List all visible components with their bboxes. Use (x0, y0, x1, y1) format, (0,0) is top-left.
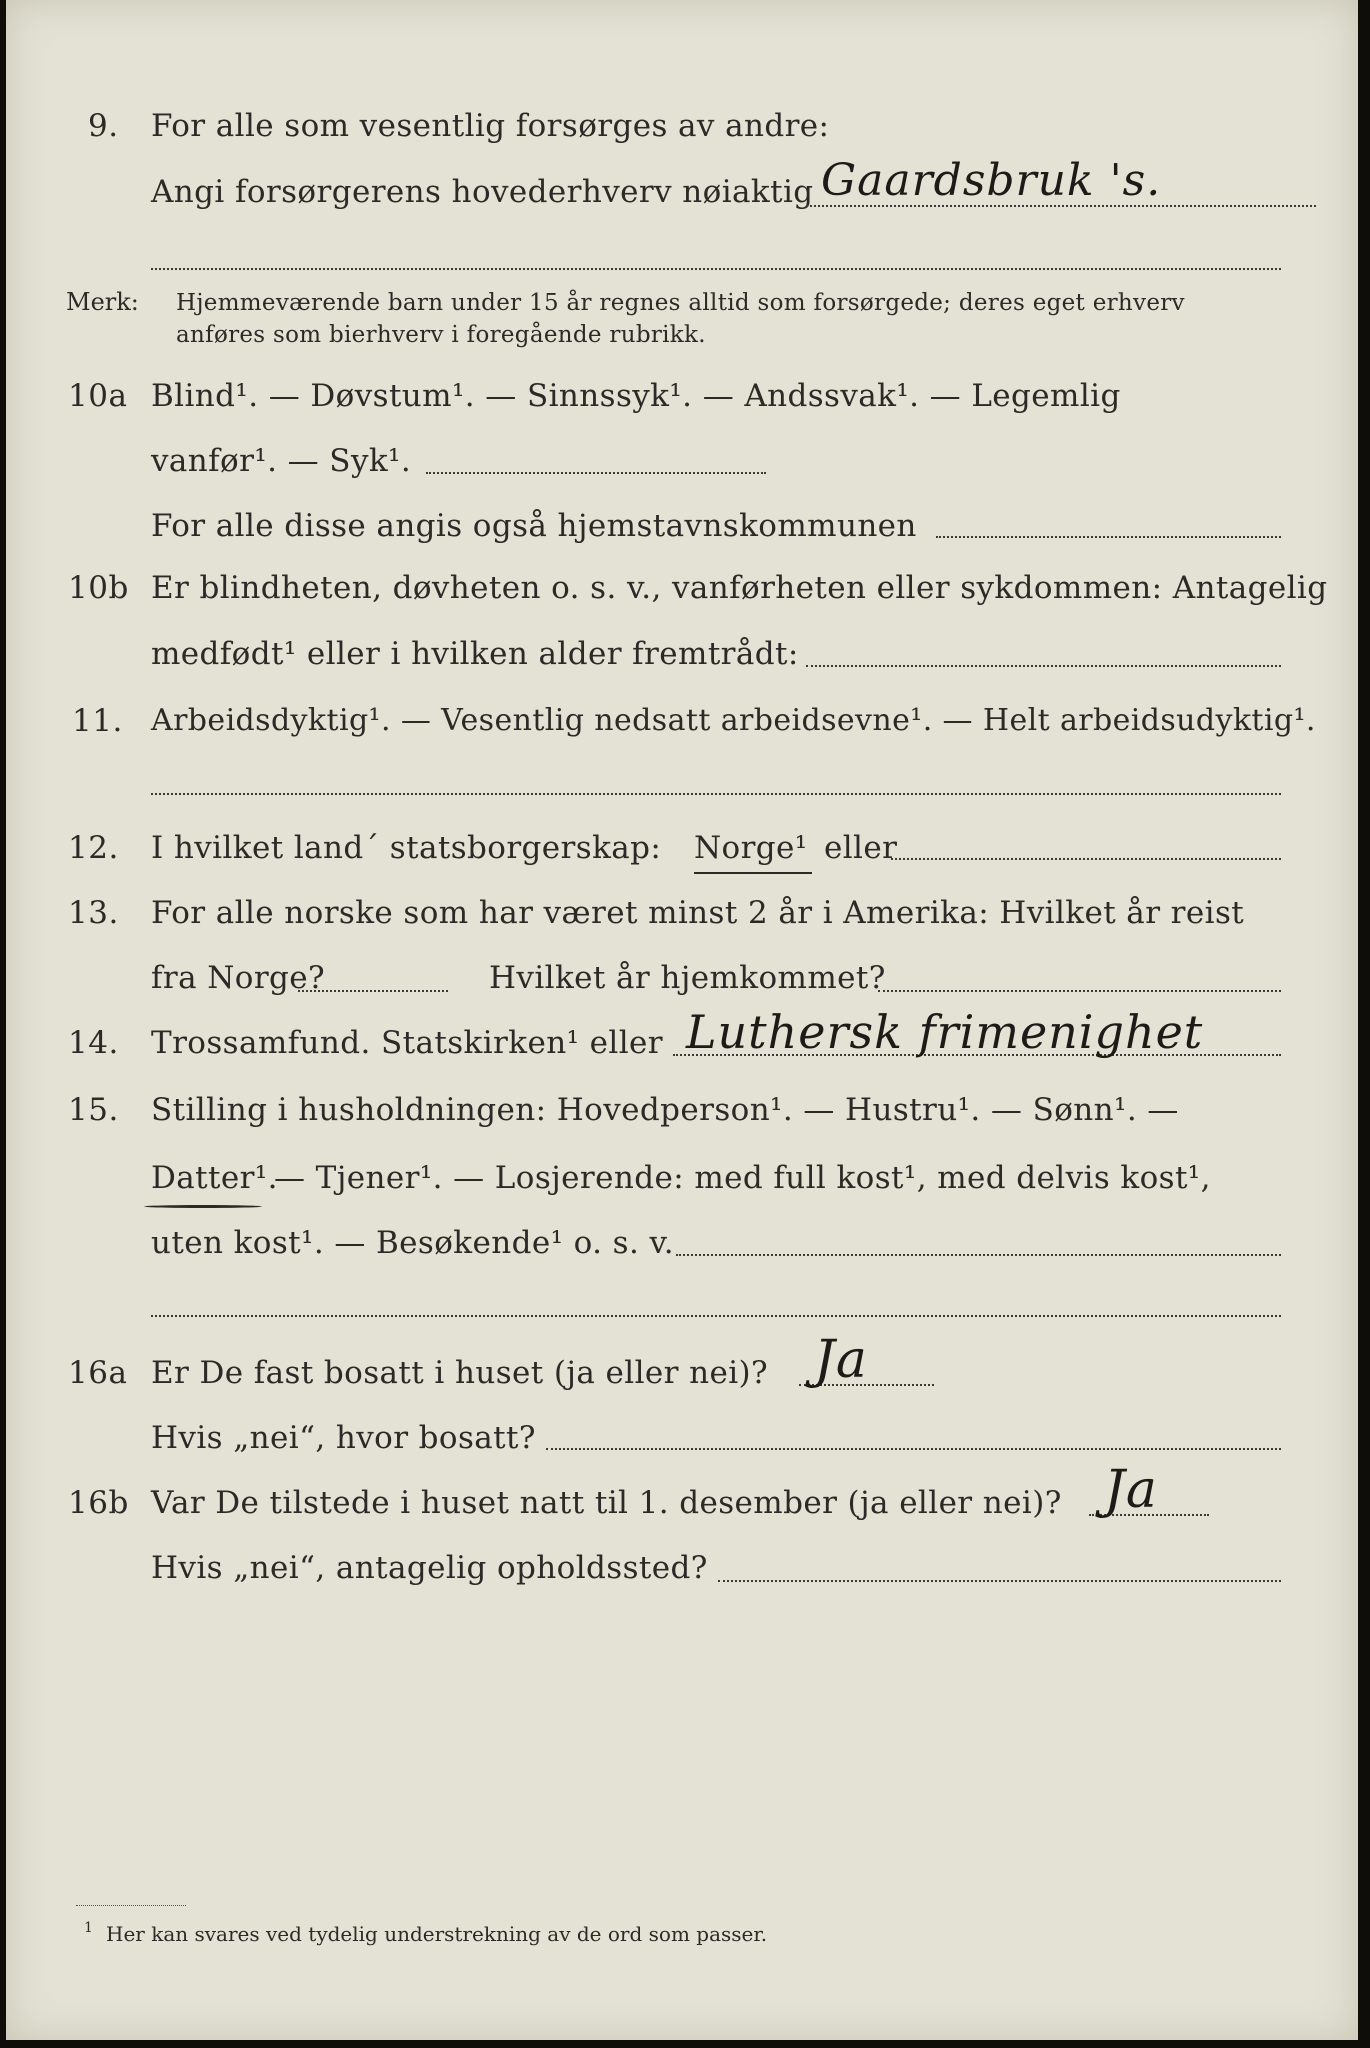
footnote-marker: 1 (84, 1920, 93, 1936)
q9-text-line1: For alle som vesentlig forsørges av andre: (151, 108, 830, 144)
q9-text-line2: Angi forsørgerens hovederhverv nøiaktig (151, 174, 814, 210)
q15-datter-option: Datter¹. (151, 1160, 278, 1196)
q16a-text-line2: Hvis „nei“, hvor bosatt? (151, 1420, 536, 1456)
q9-extra-line (151, 268, 1281, 270)
q12-eller: eller (824, 830, 898, 866)
q13-hjemkommet-line (878, 990, 1281, 992)
q12-norge-underline (694, 872, 812, 874)
q10a-text-line2: vanfør¹. — Syk¹. (151, 443, 412, 479)
q12-norge-option: Norge¹ (694, 830, 808, 866)
q13-reist-line (298, 990, 448, 992)
q10b-number: 10b (68, 570, 129, 606)
q16b-opholdssted-line (718, 1580, 1281, 1582)
q10b-text-line2: medfødt¹ eller i hvilken alder fremtrådt: (151, 636, 799, 672)
q11-number: 11. (72, 703, 123, 739)
q10b-answer-line (806, 665, 1281, 667)
q13-text-line2b: Hvilket år hjemkommet? (489, 960, 886, 996)
q16a-text-line1: Er De fast bosatt i huset (ja eller nei)? (151, 1355, 769, 1391)
q10a-syk-line (426, 472, 766, 474)
q10a-text-line1: Blind¹. — Døvstum¹. — Sinnssyk¹. — Andssvak¹. — Legemlig (151, 378, 1121, 414)
merk-text-line1: Hjemmeværende barn under 15 år regnes alltid som forsørgede; deres eget erhverv (176, 290, 1185, 316)
q12-text: I hvilket land´ statsborgerskap: (151, 830, 662, 866)
q16b-number: 16b (68, 1485, 129, 1521)
q15-answer-line (676, 1254, 1281, 1256)
merk-text-line2: anføres som bierhverv i foregående rubrikk. (176, 322, 706, 348)
q9-number: 9. (88, 108, 119, 144)
q10a-text-line3: For alle disse angis også hjemstavnskommunen (151, 508, 917, 544)
q11-extra-line (151, 793, 1281, 795)
q15-text-line2: — Tjener¹. — Losjerende: med full kost¹, med delvis kost¹, (274, 1160, 1211, 1196)
q14-text: Trossamfund. Statskirken¹ eller (151, 1025, 663, 1061)
q13-text-line1: For alle norske som har været minst 2 år i Amerika: Hvilket år reist (151, 895, 1245, 931)
q16b-text-line1: Var De tilstede i huset natt til 1. desember (ja eller nei)? (151, 1485, 1062, 1521)
q9-handwritten-answer: Gaardsbruk 's. (821, 155, 1162, 206)
footnote-text: Her kan svares ved tydelig understrekning av de ord som passer. (106, 1922, 768, 1946)
q14-handwritten-answer: Luthersk frimenighet (686, 1005, 1204, 1059)
q10b-text-line1: Er blindheten, døvheten o. s. v., vanførheten eller sykdommen: Antagelig (151, 570, 1328, 606)
q15-text-line3: uten kost¹. — Besøkende¹ o. s. v. (151, 1225, 674, 1261)
q15-datter-underline (144, 1205, 262, 1208)
footnote (84, 1920, 768, 1946)
q16b-text-line2: Hvis „nei“, antagelig opholdssted? (151, 1550, 708, 1586)
merk-label: Merk: (66, 288, 139, 316)
q10a-kommune-line (936, 536, 1281, 538)
q16b-handwritten-answer: Ja (1104, 1460, 1158, 1520)
q14-number: 14. (68, 1025, 119, 1061)
census-form-page (6, 0, 1358, 2040)
q13-text-line2a: fra Norge? (151, 960, 326, 996)
footnote-rule (76, 1905, 186, 1906)
q10a-number: 10a (68, 378, 128, 414)
q15-number: 15. (68, 1092, 119, 1128)
q15-extra-line (151, 1315, 1281, 1317)
q16a-handwritten-answer: Ja (814, 1330, 868, 1390)
q13-number: 13. (68, 895, 119, 931)
q12-number: 12. (68, 830, 119, 866)
q16a-bosatt-line (546, 1448, 1281, 1450)
q16a-number: 16a (68, 1355, 128, 1391)
q11-text-line1: Arbeidsdyktig¹. — Vesentlig nedsatt arbeidsevne¹. — Helt arbeidsudyktig¹. (151, 703, 1316, 738)
q12-answer-line (891, 858, 1281, 860)
q15-text-line1: Stilling i husholdningen: Hovedperson¹. — Hustru¹. — Sønn¹. — (151, 1092, 1179, 1128)
